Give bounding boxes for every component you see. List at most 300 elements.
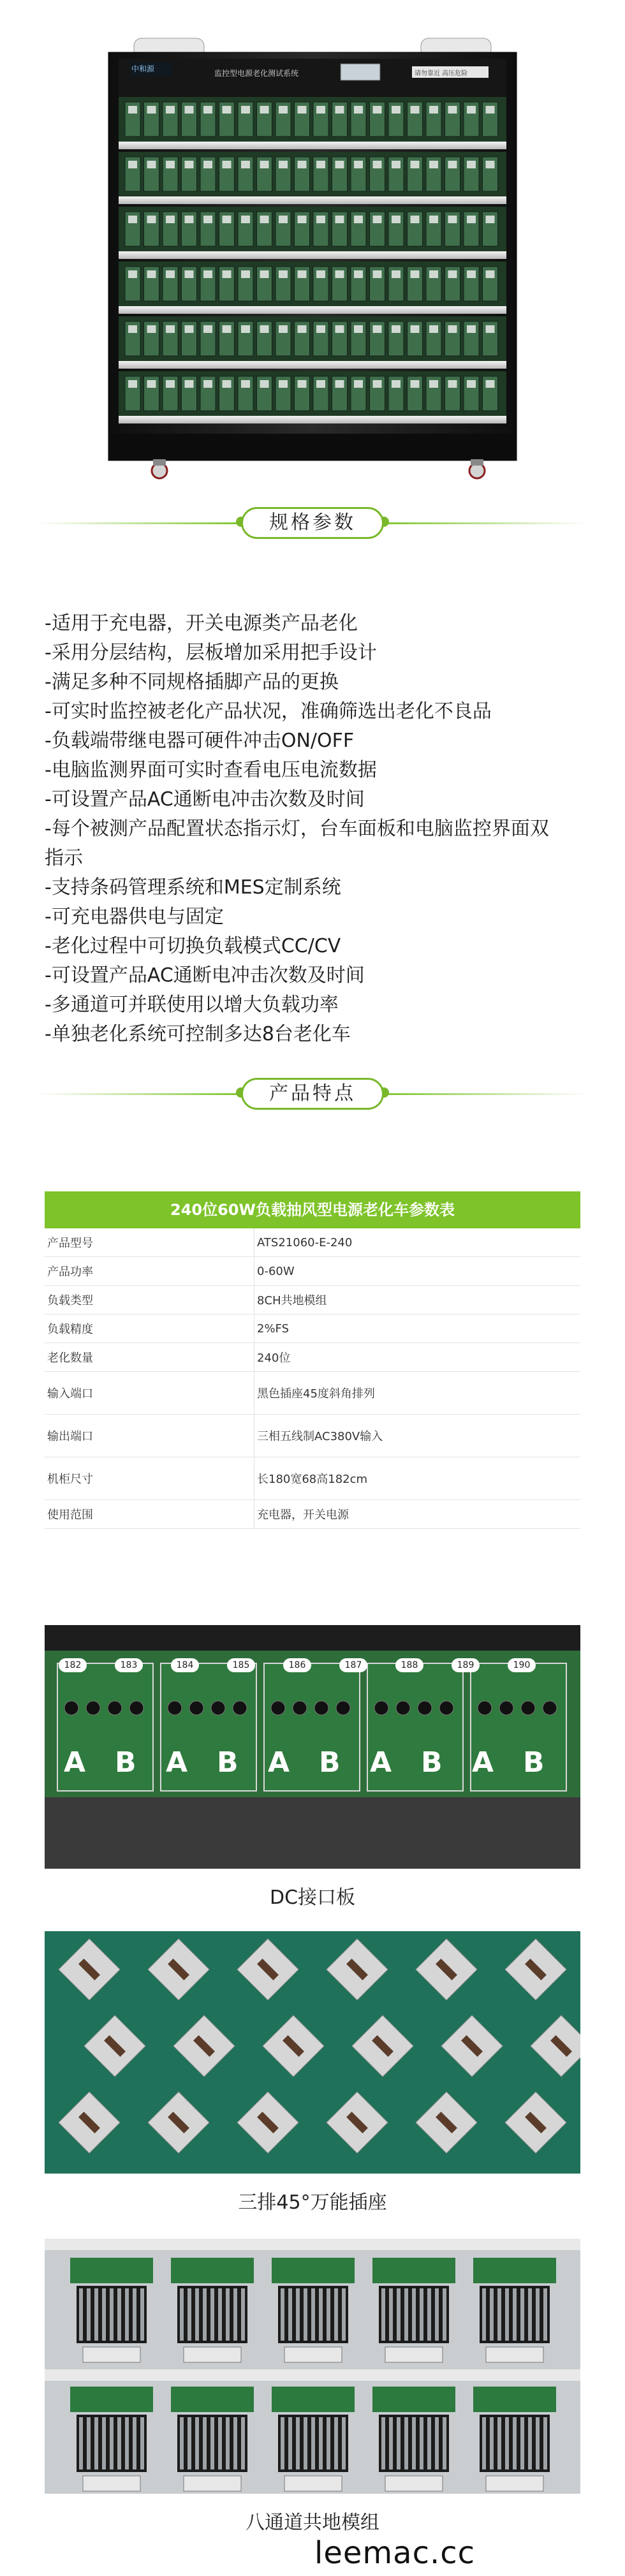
dut-connector bbox=[448, 270, 457, 278]
heatsink-fin bbox=[482, 2288, 486, 2341]
heatsink-fin bbox=[140, 2417, 144, 2469]
heatsink-fin bbox=[226, 2417, 230, 2469]
heatsink-fin bbox=[311, 2288, 315, 2341]
dut-connector bbox=[185, 270, 194, 278]
heatsink-fin bbox=[404, 2288, 408, 2341]
heatsink-fin bbox=[110, 2417, 114, 2469]
dut-connector bbox=[335, 161, 344, 168]
dut-connector bbox=[429, 106, 438, 114]
dut-connector bbox=[392, 161, 401, 168]
dc-slot-number: 189 bbox=[452, 1658, 480, 1672]
heatsink-fin bbox=[443, 2417, 446, 2469]
dut-connector bbox=[223, 380, 232, 388]
heatsink-fin bbox=[412, 2288, 416, 2341]
dut-connector bbox=[392, 216, 401, 223]
dut-connector bbox=[203, 325, 212, 333]
heatsink-fin bbox=[218, 2417, 222, 2469]
dut-connector bbox=[298, 380, 307, 388]
dut-connector bbox=[260, 325, 269, 333]
feature-item: -单独老化系统可控制多达8台老化车 bbox=[45, 1023, 351, 1045]
heatsink-fin bbox=[412, 2417, 416, 2469]
brand-label: 中和源 bbox=[131, 64, 155, 73]
heatsink-fin bbox=[203, 2288, 207, 2341]
dut-connector bbox=[373, 216, 382, 223]
dc-channel-letter: B bbox=[523, 1746, 545, 1779]
dut-connector bbox=[467, 161, 476, 168]
heatsink-fin bbox=[327, 2288, 330, 2341]
heatsink-fin bbox=[397, 2417, 401, 2469]
dut-connector bbox=[411, 270, 420, 278]
feature-item: -支持条码管理系统和MES定制系统 bbox=[45, 876, 341, 899]
dut-connector bbox=[467, 216, 476, 223]
heatsink-fin bbox=[110, 2288, 114, 2341]
cabinet-hero bbox=[0, 0, 625, 485]
param-table-title: 240位60W负载抽风型电源老化车参数表 bbox=[45, 1191, 580, 1228]
dut-connector bbox=[279, 270, 288, 278]
module-terminal bbox=[83, 2347, 140, 2362]
dut-connector bbox=[354, 325, 363, 333]
dut-connector bbox=[260, 106, 269, 114]
heatsink-fin bbox=[87, 2288, 91, 2341]
heatsink-fin bbox=[304, 2417, 307, 2469]
heatsink-fin bbox=[536, 2288, 540, 2341]
dc-channel-letter: A bbox=[64, 1746, 86, 1779]
feature-item: -电脑监测界面可实时查看电压电流数据 bbox=[45, 759, 377, 781]
dut-connector bbox=[486, 325, 495, 333]
feature-item: -采用分层结构，层板增加采用把手设计 bbox=[45, 642, 377, 664]
module-terminal bbox=[385, 2347, 443, 2362]
dut-connector bbox=[411, 380, 420, 388]
heatsink-fin bbox=[87, 2417, 91, 2469]
dut-connector bbox=[203, 106, 212, 114]
heatsink-fin bbox=[482, 2417, 486, 2469]
heatsink-fin bbox=[241, 2288, 245, 2341]
dut-connector bbox=[223, 270, 232, 278]
heatsink-fin bbox=[528, 2417, 532, 2469]
socket-array-illustration bbox=[45, 1931, 580, 2174]
dut-connector bbox=[298, 325, 307, 333]
dut-connector bbox=[486, 161, 495, 168]
heatsink-fin bbox=[296, 2288, 300, 2341]
dut-connector bbox=[241, 270, 250, 278]
dut-connector bbox=[392, 380, 401, 388]
dut-connector bbox=[223, 106, 232, 114]
param-value: 三相五线制AC380V输入 bbox=[254, 1415, 581, 1457]
dut-connector bbox=[279, 325, 288, 333]
heatsink-fin bbox=[188, 2417, 191, 2469]
heatsink-fin bbox=[520, 2417, 524, 2469]
dut-connector bbox=[241, 325, 250, 333]
heatsink-fin bbox=[233, 2288, 237, 2341]
dut-connector bbox=[203, 380, 212, 388]
dut-connector bbox=[298, 216, 307, 223]
heatsink-fin bbox=[180, 2417, 184, 2469]
heatsink-fin bbox=[133, 2417, 136, 2469]
feature-item: -适用于充电器，开关电源类产品老化 bbox=[45, 612, 358, 635]
table-row bbox=[45, 1457, 580, 1500]
param-value: 0-60W bbox=[254, 1257, 581, 1286]
heatsink-fin bbox=[203, 2417, 207, 2469]
feature-item: -可设置产品AC通断电冲击次数及时间 bbox=[45, 964, 365, 987]
dut-connector bbox=[166, 216, 175, 223]
dut-connector bbox=[147, 161, 156, 168]
dut-connector bbox=[354, 216, 363, 223]
dut-connector bbox=[448, 216, 457, 223]
dc-slot-number: 185 bbox=[227, 1658, 255, 1672]
heatsink-fin bbox=[125, 2417, 129, 2469]
divider-left bbox=[38, 1093, 249, 1095]
heatsink-fin bbox=[79, 2417, 83, 2469]
dut-connector bbox=[373, 106, 382, 114]
module-pcb bbox=[272, 2258, 355, 2283]
dut-connector bbox=[166, 380, 175, 388]
heatsink-fin bbox=[381, 2288, 385, 2341]
dut-connector bbox=[203, 161, 212, 168]
heatsink-fin bbox=[513, 2417, 517, 2469]
dut-connector bbox=[373, 161, 382, 168]
dut-connector bbox=[185, 161, 194, 168]
feature-item: -可设置产品AC通断电冲击次数及时间 bbox=[45, 788, 365, 811]
table-row bbox=[45, 1500, 580, 1529]
section-title: 产品特点 bbox=[241, 1078, 384, 1110]
dut-connector bbox=[147, 216, 156, 223]
param-value: 充电器，开关电源 bbox=[254, 1500, 581, 1529]
heatsink-fin bbox=[342, 2288, 346, 2341]
dut-connector bbox=[298, 161, 307, 168]
dut-connector bbox=[147, 270, 156, 278]
heatsink-fin bbox=[319, 2288, 323, 2341]
section-title: 规格参数 bbox=[241, 507, 384, 539]
heatsink-fin bbox=[543, 2288, 547, 2341]
dut-connector bbox=[279, 216, 288, 223]
heatsink-fin bbox=[241, 2417, 245, 2469]
heatsink-fin bbox=[435, 2288, 439, 2341]
dc-channel-letter: A bbox=[472, 1746, 494, 1779]
heatsink-fin bbox=[94, 2417, 98, 2469]
heatsink-fin bbox=[304, 2288, 307, 2341]
table-row bbox=[45, 1415, 580, 1457]
dut-connector bbox=[448, 106, 457, 114]
feature-item: -多通道可并联使用以增大负载功率 bbox=[45, 994, 339, 1016]
dut-connector bbox=[185, 380, 194, 388]
photo-sockets bbox=[45, 1931, 580, 2174]
dut-connector bbox=[260, 380, 269, 388]
module-pcb bbox=[473, 2387, 556, 2412]
dut-connector bbox=[241, 161, 250, 168]
heatsink-fin bbox=[140, 2288, 144, 2341]
heatsink-fin bbox=[513, 2288, 517, 2341]
dut-connector bbox=[411, 161, 420, 168]
dut-connector bbox=[241, 216, 250, 223]
module-terminal bbox=[184, 2347, 241, 2362]
dut-connector bbox=[166, 106, 175, 114]
dut-connector bbox=[373, 325, 382, 333]
dut-connector bbox=[392, 325, 401, 333]
dut-connector bbox=[185, 106, 194, 114]
heatsink-fin bbox=[427, 2417, 431, 2469]
watermark-text: leemac.cc bbox=[314, 2535, 475, 2571]
heatsink-fin bbox=[180, 2288, 184, 2341]
module-pcb bbox=[171, 2258, 254, 2283]
heatsink-fin bbox=[288, 2288, 292, 2341]
dut-connector bbox=[260, 216, 269, 223]
heatsink-fin bbox=[327, 2417, 330, 2469]
dut-connector bbox=[411, 216, 420, 223]
dc-slot-number: 184 bbox=[171, 1658, 199, 1672]
module-pcb bbox=[272, 2387, 355, 2412]
dut-connector bbox=[373, 270, 382, 278]
heatsink-fin bbox=[281, 2288, 284, 2341]
heatsink-fin bbox=[195, 2417, 199, 2469]
heatsink-fin bbox=[334, 2417, 338, 2469]
dut-connector bbox=[166, 161, 175, 168]
module-pcb bbox=[171, 2387, 254, 2412]
feature-item: -满足多种不同规格插脚产品的更换 bbox=[45, 671, 339, 693]
dut-connector bbox=[429, 270, 438, 278]
feature-list bbox=[45, 609, 593, 1049]
status-label: 请勿靠近 高压危险 bbox=[415, 70, 468, 77]
dut-connector bbox=[260, 270, 269, 278]
dc-slot-labels bbox=[45, 1625, 580, 1869]
table-row bbox=[45, 1228, 580, 1257]
param-key: 输出端口 bbox=[45, 1415, 254, 1457]
param-value: 黑色插座45度斜角排列 bbox=[254, 1372, 581, 1415]
param-key: 产品功率 bbox=[45, 1257, 254, 1286]
dut-connector bbox=[486, 380, 495, 388]
dut-connector bbox=[128, 161, 137, 168]
dut-connector bbox=[429, 161, 438, 168]
module-terminal bbox=[486, 2476, 543, 2491]
dut-connector bbox=[185, 325, 194, 333]
table-row bbox=[45, 1343, 580, 1372]
dut-connector bbox=[203, 216, 212, 223]
heatsink-fin bbox=[79, 2288, 83, 2341]
heatsink-fin bbox=[133, 2288, 136, 2341]
dut-connector bbox=[279, 380, 288, 388]
dut-connector bbox=[241, 106, 250, 114]
dc-slot-number: 188 bbox=[395, 1658, 423, 1672]
dut-connector bbox=[335, 325, 344, 333]
table-row bbox=[45, 1286, 580, 1314]
heatsink-fin bbox=[342, 2417, 346, 2469]
divider-right bbox=[376, 1093, 587, 1095]
heatsink-fin bbox=[536, 2417, 540, 2469]
heatsink-fin bbox=[520, 2288, 524, 2341]
section-header-specs bbox=[0, 501, 625, 545]
dut-connector bbox=[279, 161, 288, 168]
param-key: 使用范围 bbox=[45, 1500, 254, 1529]
dut-connector bbox=[147, 325, 156, 333]
dc-channel-letter: A bbox=[268, 1746, 290, 1779]
param-value: 8CH共地模组 bbox=[254, 1286, 581, 1314]
dut-connector bbox=[392, 270, 401, 278]
dc-slot-number: 182 bbox=[59, 1658, 87, 1672]
param-table bbox=[45, 1191, 580, 1529]
heatsink-fin bbox=[435, 2417, 439, 2469]
table-row bbox=[45, 1257, 580, 1286]
dut-connector bbox=[203, 270, 212, 278]
dut-connector bbox=[147, 106, 156, 114]
dut-connector bbox=[241, 380, 250, 388]
heatsink-fin bbox=[319, 2417, 323, 2469]
dc-slot-number: 186 bbox=[283, 1658, 311, 1672]
param-key: 输入端口 bbox=[45, 1372, 254, 1415]
dc-channel-letter: B bbox=[319, 1746, 341, 1779]
heatsink-fin bbox=[311, 2417, 315, 2469]
dc-channel-letter: A bbox=[370, 1746, 392, 1779]
module-terminal bbox=[385, 2476, 443, 2491]
dut-connector bbox=[166, 325, 175, 333]
module-pcb bbox=[70, 2258, 153, 2283]
heatsink-fin bbox=[210, 2288, 214, 2341]
dut-connector bbox=[486, 106, 495, 114]
dut-connector bbox=[128, 270, 137, 278]
heatsink-fin bbox=[505, 2288, 509, 2341]
dut-connector bbox=[279, 106, 288, 114]
dut-connector bbox=[260, 161, 269, 168]
heatsink-fin bbox=[490, 2288, 494, 2341]
dut-connector bbox=[335, 380, 344, 388]
heatsink-fin bbox=[528, 2288, 532, 2341]
dut-connector bbox=[128, 216, 137, 223]
dut-connector bbox=[448, 325, 457, 333]
module-terminal bbox=[83, 2476, 140, 2491]
dut-connector bbox=[128, 380, 137, 388]
dut-connector bbox=[429, 216, 438, 223]
heatsink-fin bbox=[543, 2417, 547, 2469]
heatsink-fin bbox=[397, 2288, 401, 2341]
heatsink-fin bbox=[381, 2417, 385, 2469]
dut-connector bbox=[335, 270, 344, 278]
dut-connector bbox=[467, 380, 476, 388]
param-key: 负载类型 bbox=[45, 1286, 254, 1314]
dc-slot-number: 183 bbox=[115, 1658, 143, 1672]
module-pcb bbox=[372, 2258, 455, 2283]
param-value: 长180宽68高182cm bbox=[254, 1457, 581, 1500]
divider-left bbox=[38, 522, 249, 524]
heatsink-fin bbox=[490, 2417, 494, 2469]
dc-channel-letter: A bbox=[166, 1746, 188, 1779]
heatsink-fin bbox=[497, 2417, 501, 2469]
feature-item: -可实时监控被老化产品状况，准确筛选出老化不良品 bbox=[45, 700, 492, 723]
heatsink-fin bbox=[94, 2288, 98, 2341]
dut-connector bbox=[316, 325, 325, 333]
photo-dc-board bbox=[45, 1625, 580, 1869]
aging-cabinet-illustration bbox=[0, 0, 625, 485]
heatsink-fin bbox=[117, 2288, 121, 2341]
heatsink-fin bbox=[420, 2417, 423, 2469]
dut-connector bbox=[166, 270, 175, 278]
dc-slot-number: 190 bbox=[508, 1658, 536, 1672]
dut-connector bbox=[128, 106, 137, 114]
dc-slot-number: 187 bbox=[339, 1658, 367, 1672]
dut-connector bbox=[448, 161, 457, 168]
heatsink-fin bbox=[218, 2288, 222, 2341]
param-value: 240位 bbox=[254, 1343, 581, 1372]
photo-load-modules bbox=[45, 2239, 580, 2494]
dut-connector bbox=[411, 106, 420, 114]
dut-connector bbox=[298, 270, 307, 278]
dut-connector bbox=[335, 106, 344, 114]
feature-item: -每个被测产品配置状态指示灯，台车面板和电脑监控界面双 bbox=[45, 818, 549, 840]
dut-connector bbox=[185, 216, 194, 223]
dut-connector bbox=[316, 270, 325, 278]
dut-connector bbox=[467, 270, 476, 278]
dut-connector bbox=[354, 380, 363, 388]
table-row bbox=[45, 1372, 580, 1415]
module-pcb bbox=[70, 2387, 153, 2412]
param-key: 负载精度 bbox=[45, 1314, 254, 1343]
param-key: 机柜尺寸 bbox=[45, 1457, 254, 1500]
dut-connector bbox=[429, 380, 438, 388]
dut-connector bbox=[392, 106, 401, 114]
heatsink-fin bbox=[497, 2288, 501, 2341]
module-terminal bbox=[486, 2347, 543, 2362]
panel-title: 监控型电源老化测试系统 bbox=[214, 69, 299, 78]
module-pcb bbox=[372, 2387, 455, 2412]
dut-connector bbox=[411, 325, 420, 333]
heatsink-fin bbox=[427, 2288, 431, 2341]
module-terminal bbox=[184, 2476, 241, 2491]
heatsink-fin bbox=[505, 2417, 509, 2469]
heatsink-fin bbox=[443, 2288, 446, 2341]
module-terminal bbox=[284, 2476, 342, 2491]
heatsink-fin bbox=[404, 2417, 408, 2469]
heatsink-fin bbox=[102, 2288, 106, 2341]
dc-channel-letter: B bbox=[115, 1746, 136, 1779]
feature-item: -可充电器供电与固定 bbox=[45, 906, 224, 928]
dut-connector bbox=[316, 106, 325, 114]
dut-connector bbox=[467, 106, 476, 114]
dut-connector bbox=[354, 106, 363, 114]
heatsink-fin bbox=[389, 2417, 393, 2469]
feature-item: 指示 bbox=[45, 847, 83, 869]
dc-channel-letter: B bbox=[421, 1746, 443, 1779]
dut-connector bbox=[373, 380, 382, 388]
module-pcb bbox=[473, 2258, 556, 2283]
heatsink-fin bbox=[125, 2288, 129, 2341]
digital-display bbox=[341, 64, 380, 80]
heatsink-fin bbox=[389, 2288, 393, 2341]
dut-connector bbox=[147, 380, 156, 388]
dut-connector bbox=[223, 216, 232, 223]
dut-connector bbox=[316, 216, 325, 223]
heatsink-fin bbox=[233, 2417, 237, 2469]
dut-connector bbox=[223, 325, 232, 333]
heatsink-fin bbox=[210, 2417, 214, 2469]
heatsink-fin bbox=[226, 2288, 230, 2341]
dut-connector bbox=[298, 106, 307, 114]
dut-connector bbox=[448, 380, 457, 388]
heatsink-fin bbox=[334, 2288, 338, 2341]
dut-connector bbox=[316, 380, 325, 388]
heatsink-fin bbox=[420, 2288, 423, 2341]
photo-caption-sockets: 三排45°万能插座 bbox=[238, 2191, 387, 2214]
table-row bbox=[45, 1314, 580, 1343]
heatsink-fin bbox=[296, 2417, 300, 2469]
param-value: ATS21060-E-240 bbox=[254, 1228, 581, 1257]
feature-item: -老化过程中可切换负载模式CC/CV bbox=[45, 935, 341, 957]
photo-caption-load-modules: 八通道共地模组 bbox=[246, 2512, 379, 2534]
dut-connector bbox=[467, 325, 476, 333]
param-value: 2%FS bbox=[254, 1314, 581, 1343]
heatsink-fin bbox=[288, 2417, 292, 2469]
dut-connector bbox=[486, 216, 495, 223]
dut-connector bbox=[486, 270, 495, 278]
module-terminal bbox=[284, 2347, 342, 2362]
section-header-features bbox=[0, 1071, 625, 1116]
param-key: 老化数量 bbox=[45, 1343, 254, 1372]
